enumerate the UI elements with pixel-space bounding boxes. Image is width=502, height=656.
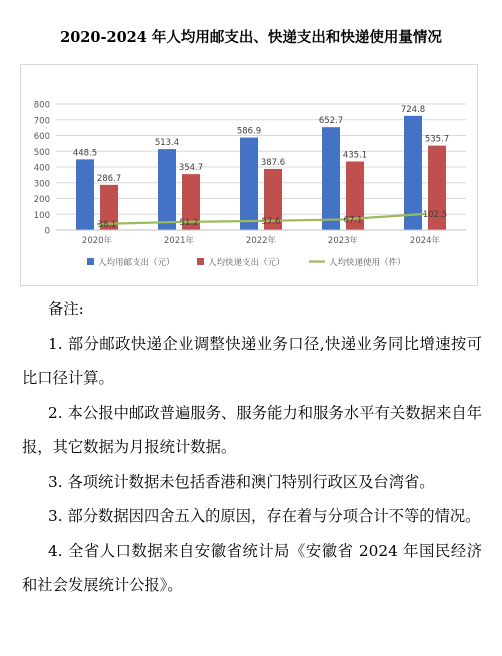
y-tick-label: 0 [44,226,50,237]
notes-heading: 备注: [48,300,84,318]
y-tick-label: 200 [33,195,50,205]
bar [76,159,94,230]
bar-value-label: 724.8 [400,104,426,115]
line-value-label: 38.1 [97,219,117,230]
y-tick-label: 100 [33,210,50,221]
line-value-label: 51.2 [179,217,199,228]
note-item-1: 1. 部分邮政快递企业调整快递业务口径,快递业务同比增速按可比口径计算。 [22,334,482,387]
note-item-2: 2. 本公报中邮政普遍服务、服务能力和服务水平有关数据来自年报，其它数据为月报统计数据。 [22,403,482,456]
legend-label: 人均快递使用（件） [329,258,406,268]
line-value-label: 67.1 [343,215,363,226]
bar [322,127,340,230]
x-tick-label: 2024年 [409,236,441,246]
bar-value-label: 286.7 [96,173,122,184]
bar-value-label: 513.4 [154,138,180,149]
bar-value-label: 435.1 [342,150,368,161]
bar-value-label: 387.6 [260,157,286,168]
x-tick-label: 2022年 [245,236,277,246]
note-item-5: 4. 全省人口数据来自安徽省统计局《安徽省 2024 年国民经济和社会发展统计公报》。 [22,541,482,594]
bar [404,116,422,230]
chart-svg [20,64,478,286]
bar [240,138,258,230]
bar-value-label: 652.7 [318,116,344,127]
legend-swatch [197,258,204,265]
x-tick-label: 2021年 [163,236,195,246]
y-tick-label: 800 [33,100,50,111]
bar-value-label: 586.9 [236,126,262,137]
bar-value-label: 354.7 [178,163,204,174]
y-tick-label: 500 [33,147,50,158]
y-tick-label: 400 [33,163,50,174]
legend-label: 人均用邮支出（元） [98,258,175,268]
note-item-4: 3. 部分数据因四舍五入的原因，存在着与分项合计不等的情况。 [48,507,481,525]
y-tick-label: 700 [33,116,50,127]
legend-swatch [87,258,94,265]
notes-section [22,292,482,603]
bar-value-label: 448.5 [72,148,98,159]
y-tick-label: 300 [33,179,50,190]
y-tick-label: 600 [33,132,50,142]
line-value-label: 102.5 [422,209,448,220]
bar [158,149,176,230]
bar-value-label: 535.7 [424,134,450,145]
note-item-3: 3. 各项统计数据未包括香港和澳门特别行政区及台湾省。 [48,472,435,491]
chart-title: 2020-2024 年人均用邮支出、快递支出和快递使用量情况 [60,29,442,46]
legend-label: 人均快递支出（元） [208,258,285,268]
x-tick-label: 2020年 [81,236,113,246]
line-value-label: 57.6 [261,216,281,227]
x-tick-label: 2023年 [327,236,359,246]
